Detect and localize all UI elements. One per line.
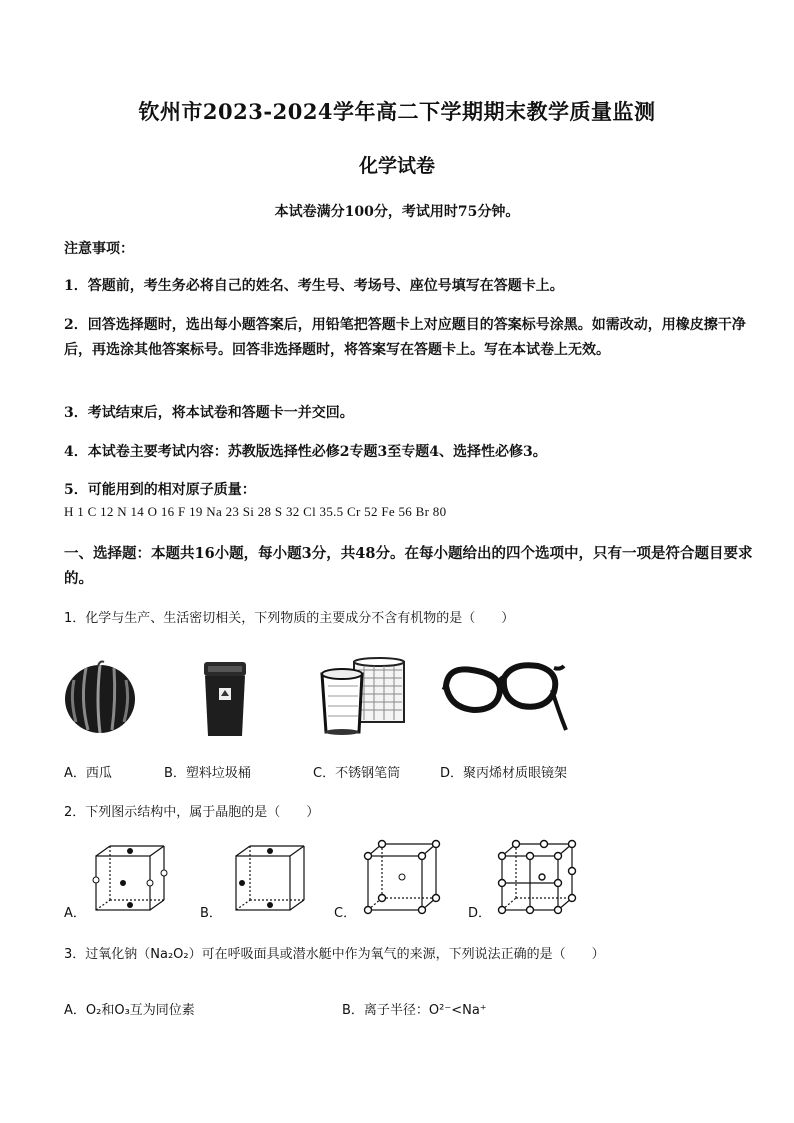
q2-option-a: A． bbox=[64, 906, 86, 921]
q3-stem: 3．过氧化钠（Na₂O₂）可在呼吸面具或潜水艇中作为氧气的来源，下列说法正确的是（ ） bbox=[64, 947, 605, 962]
crystal-structure-c bbox=[362, 838, 444, 914]
crystal-structure-a bbox=[92, 842, 170, 914]
q1-stem: 1．化学与生产、生活密切相关，下列物质的主要成分不含有机物的是（ ） bbox=[64, 611, 515, 626]
note-item-4: 4．本试卷主要考试内容：苏教版选择性必修2专题3至专题4、选择性必修3。 bbox=[64, 444, 547, 460]
section-heading: 一、选择题：本题共16小题，每小题3分，共48分。在每小题给出的四个选项中，只有一项是符合题目要求的。 bbox=[64, 545, 753, 587]
watermelon-image bbox=[62, 660, 140, 736]
q2-option-b: B． bbox=[200, 906, 222, 921]
q2-stem: 2．下列图示结构中，属于晶胞的是（ ） bbox=[64, 805, 320, 820]
pen-holder-image bbox=[318, 656, 410, 736]
q1-option-d: D．聚丙烯材质眼镜架 bbox=[440, 766, 568, 781]
q2-option-c: C． bbox=[334, 906, 357, 921]
note-item-2: 2．回答选择题时，选出每小题答案后，用铅笔把答题卡上对应题目的答案标号涂黑。如需改动，用橡皮擦干净后，再选涂其他答案标号。回答非选择题时，将答案写在答题卡上。写在本试卷上无效。 bbox=[64, 317, 746, 358]
q3-option-a: A．O₂和O₃互为同位素 bbox=[64, 1003, 195, 1018]
notes-heading: 注意事项： bbox=[64, 241, 134, 257]
note-item-3: 3．考试结束后，将本试卷和答题卡一并交回。 bbox=[64, 405, 354, 421]
q1-option-c: C．不锈钢笔筒 bbox=[313, 766, 401, 781]
q1-option-a: A．西瓜 bbox=[64, 766, 112, 781]
note-item-1: 1．答题前，考生务必将自己的姓名、考生号、考场号、座位号填写在答题卡上。 bbox=[64, 278, 564, 294]
page-title: 钦州市2023-2024学年高二下学期期末教学质量监测 bbox=[138, 99, 656, 124]
page-subtitle: 化学试卷 bbox=[358, 155, 435, 177]
glasses-image bbox=[442, 660, 568, 734]
note-item-5: 5．可能用到的相对原子质量： bbox=[64, 482, 256, 498]
trash-bin-image bbox=[200, 660, 250, 738]
crystal-structure-d bbox=[496, 838, 580, 914]
q2-option-d: D． bbox=[468, 906, 492, 921]
crystal-structure-b bbox=[232, 842, 310, 914]
atomic-masses: H 1 C 12 N 14 O 16 F 19 Na 23 Si 28 S 32 Cl 35.5 Cr 52 Fe 56 Br 80 bbox=[64, 504, 447, 519]
exam-info: 本试卷满分100分，考试用时75分钟。 bbox=[274, 204, 520, 220]
q1-option-b: B．塑料垃圾桶 bbox=[164, 766, 251, 781]
q3-option-b: B．离子半径：O²⁻<Na⁺ bbox=[342, 1003, 487, 1018]
